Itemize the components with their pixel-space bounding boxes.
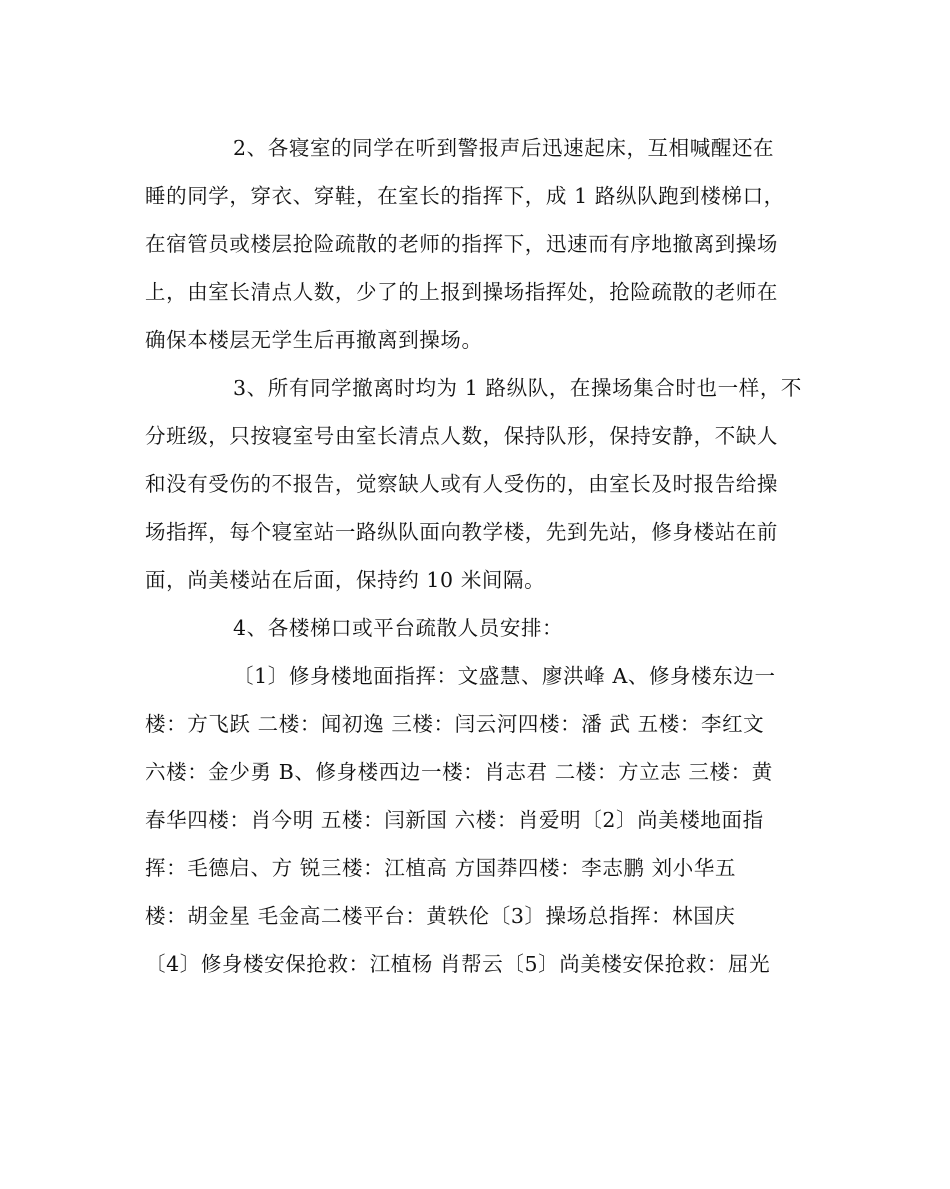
paragraph-5-line-3: 六楼：金少勇 B、修身楼西边一楼：肖志君 二楼：方立志 三楼：黄 [145, 760, 773, 784]
paragraph-2-line-4: 上，由室长清点人数，少了的上报到操场指挥处，抢险疏散的老师在 [145, 280, 778, 304]
paragraph-3-line-5: 面，尚美楼站在后面，保持约 10 米间隔。 [145, 568, 546, 592]
paragraph-3-line-3: 和没有受伤的不报告，觉察缺人或有人受伤的，由室长及时报告给操 [145, 472, 778, 496]
paragraph-5-line-7: 〔4〕修身楼安保抢救：江植杨 肖帮云〔5〕尚美楼安保抢救：屈光 [145, 952, 771, 976]
paragraph-3-line-2: 分班级，只按寝室号由室长清点人数，保持队形，保持安静，不缺人 [145, 424, 778, 448]
paragraph-2-line-2: 睡的同学，穿衣、穿鞋，在室长的指挥下，成 1 路纵队跑到楼梯口， [145, 184, 785, 208]
paragraph-5-line-2: 楼：方飞跃 二楼：闻初逸 三楼：闫云河四楼：潘 武 五楼：李红文 [145, 712, 765, 736]
paragraph-2-line-5: 确保本楼层无学生后再撤离到操场。 [145, 328, 483, 352]
paragraph-3-line-4: 场指挥，每个寝室站一路纵队面向教学楼，先到先站，修身楼站在前 [145, 520, 778, 544]
paragraph-4-heading: 4、各楼梯口或平台疏散人员安排： [233, 616, 564, 640]
paragraph-3-line-1: 3、所有同学撤离时均为 1 路纵队，在操场集合时也一样，不 [233, 376, 803, 400]
paragraph-5-line-4: 春华四楼：肖今明 五楼：闫新国 六楼：肖爱明〔2〕尚美楼地面指 [145, 808, 764, 832]
paragraph-2-line-3: 在宿管员或楼层抢险疏散的老师的指挥下，迅速而有序地撤离到操场 [145, 232, 778, 256]
paragraph-5-line-6: 楼：胡金星 毛金高二楼平台：黄轶伦〔3〕操场总指挥：林国庆 [145, 904, 736, 928]
paragraph-2-line-1: 2、各寝室的同学在听到警报声后迅速起床，互相喊醒还在 [233, 136, 775, 160]
paragraph-5-line-5: 挥：毛德启、方 锐三楼：江植高 方国莽四楼：李志鹏 刘小华五 [145, 856, 737, 880]
paragraph-5-line-1: 〔1〕修身楼地面指挥：文盛慧、廖洪峰 A、修身楼东边一 [233, 664, 776, 688]
